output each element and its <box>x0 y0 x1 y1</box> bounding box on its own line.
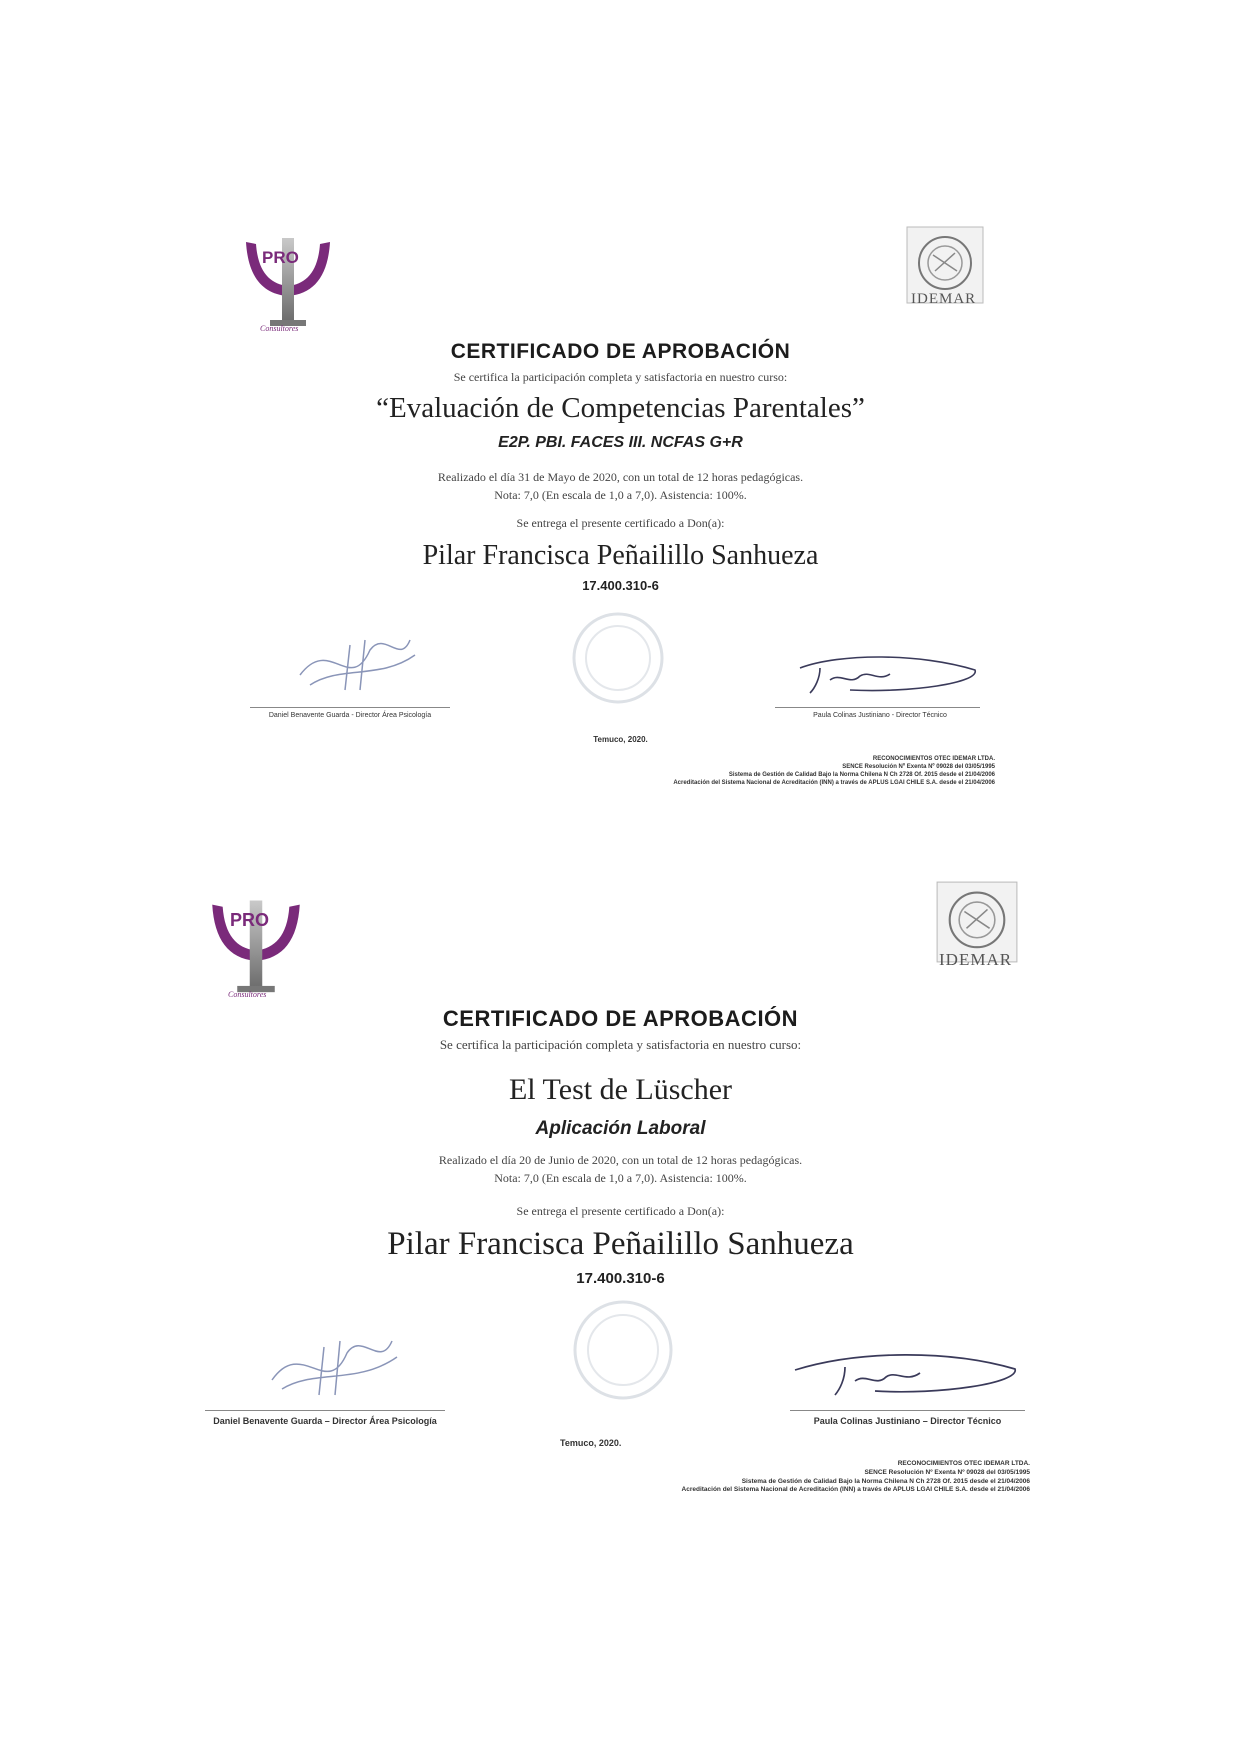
idemar-text: IDEMAR <box>911 291 977 307</box>
certificate-title: CERTIFICADO DE APROBACIÓN <box>442 1006 799 1031</box>
pro-text: PRO <box>262 248 299 267</box>
signature-line-left <box>205 1410 445 1411</box>
footer-line: RECONOCIMIENTOS OTEC IDEMAR LTDA. <box>872 756 995 762</box>
place-date: Temuco, 2020. <box>560 1438 622 1448</box>
footer-line: Sistema de Gestión de Calidad Bajo la Norma Chilena N Ch 2728 Of. 2015 desde el 21/04/2006 <box>728 772 995 779</box>
recipient-rut: 17.400.310-6 <box>582 578 659 593</box>
idemar-text: IDEMAR <box>939 950 1013 969</box>
intro-text: Se certifica la participación completa y satisfactoria en nuestro curso: <box>453 370 788 384</box>
course-name: El Test de Lüscher <box>508 1073 733 1106</box>
certificate-title: CERTIFICADO DE APROBACIÓN <box>450 340 791 363</box>
pro-caption: Consultores <box>228 990 267 999</box>
footer-line: Acreditación del Sistema Nacional de Acreditación (INN) a través de APLUS LGAI CHILE S.A. desde el 21/04/2006 <box>673 780 995 787</box>
course-subtitle: Aplicación Laboral <box>535 1118 706 1139</box>
footer-line: RECONOCIMIENTOS OTEC IDEMAR LTDA. <box>897 1460 1030 1467</box>
recipient-name: Pilar Francisca Peñailillo Sanhueza <box>422 540 819 571</box>
idemar-logo <box>935 880 1020 990</box>
signer-left: Daniel Benavente Guarda - Director Área Psicología <box>268 712 432 719</box>
place-date: Temuco, 2020. <box>593 735 648 744</box>
signer-right: Paula Colinas Justiniano - Director Técnico <box>813 712 947 719</box>
detail-line-2: Nota: 7,0 (En escala de 1,0 a 7,0). Asistencia: 100%. <box>494 488 747 502</box>
delivery-text: Se entrega el presente certificado a Don(a): <box>516 516 725 530</box>
pro-consultores-logo <box>206 898 306 1003</box>
recipient-rut: 17.400.310-6 <box>576 1270 665 1287</box>
detail-line-1: Realizado el día 20 de Junio de 2020, con un total de 12 horas pedagógicas. <box>438 1153 803 1167</box>
detail-line-1: Realizado el día 31 de Mayo de 2020, con un total de 12 horas pedagógicas. <box>437 470 804 484</box>
delivery-text: Se entrega el presente certificado a Don(a): <box>516 1204 725 1218</box>
footer-line: SENCE Resolución Nº Exenta Nº 09028 del 03/05/1995 <box>864 1468 1030 1476</box>
signature-left-icon <box>262 1325 402 1400</box>
stamp-icon <box>568 1295 678 1405</box>
course-name: “Evaluación de Competencias Parentales” <box>376 392 865 424</box>
recipient-name: Pilar Francisca Peñailillo Sanhueza <box>387 1226 854 1262</box>
pro-text: PRO <box>230 910 270 930</box>
detail-line-2: Nota: 7,0 (En escala de 1,0 a 7,0). Asistencia: 100%. <box>494 1171 747 1185</box>
footer-line: SENCE Resolución Nº Exenta Nº 09028 del 03/05/1995 <box>842 764 995 771</box>
signer-right: Paula Colinas Justiniano – Director Técnico <box>813 1416 1002 1426</box>
signature-line-right <box>790 1410 1025 1411</box>
course-subtitle: E2P. PBI. FACES III. NCFAS G+R <box>498 434 743 451</box>
footer-line: Acreditación del Sistema Nacional de Acreditación (INN) a través de APLUS LGAI CHILE S.A. desde el 21/04/2006 <box>681 1486 1030 1494</box>
footer-line: Sistema de Gestión de Calidad Bajo la Norma Chilena N Ch 2728 Of. 2015 desde el 21/04/2006 <box>741 1477 1030 1485</box>
footer-recognitions <box>505 1460 1030 1495</box>
pro-caption: Consultores <box>260 324 299 333</box>
intro-text: Se certifica la participación completa y satisfactoria en nuestro curso: <box>439 1037 802 1052</box>
signature-right-icon <box>780 1345 1030 1405</box>
signer-left: Daniel Benavente Guarda – Director Área Psicología <box>213 1416 437 1426</box>
